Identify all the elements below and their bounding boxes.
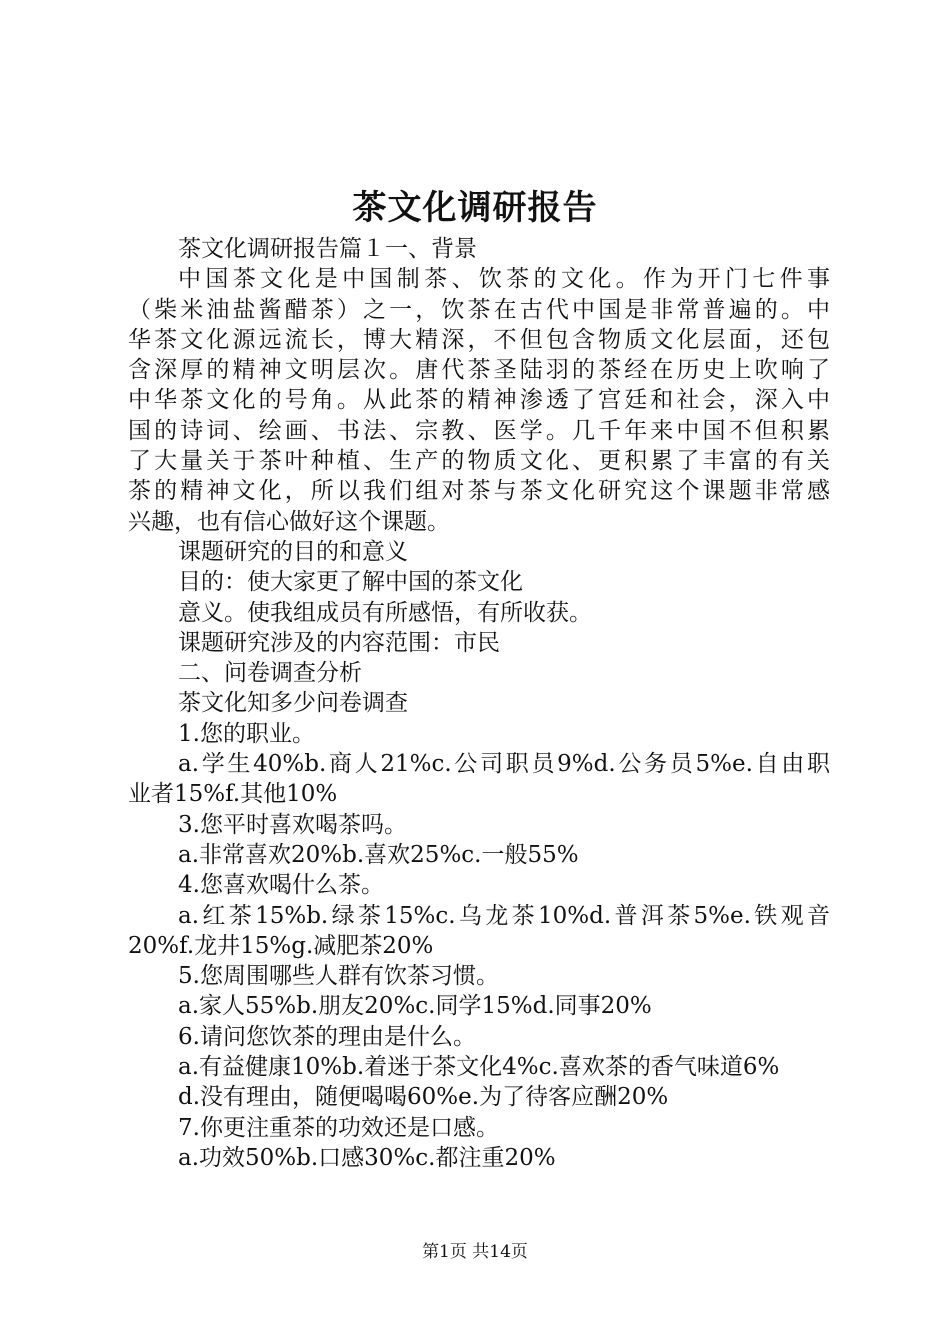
document-body [128,234,830,1173]
body-line: a.学生40%b.商人21%c.公司职员9%d.公务员5%e.自由职 [178,751,830,778]
body-line: a.有益健康10%b.着迷于茶文化4%c.喜欢茶的香气味道6% [178,1054,780,1081]
body-line: 中华茶文化的号角。从此茶的精神渗透了宫廷和社会，深入中 [128,387,830,414]
body-line: 课题研究涉及的内容范围：市民 [178,629,500,656]
body-line: a.功效50%b.口感30%c.都注重20% [178,1144,556,1171]
body-line: 二、问卷调查分析 [178,660,362,687]
body-line: 了大量关于茶叶种植、生产的物质文化、更积累了丰富的有关 [128,448,830,475]
body-line: 目的：使大家更了解中国的茶文化 [178,569,523,596]
body-line: （柴米油盐酱醋茶）之一，饮茶在古代中国是非常普遍的。中 [128,296,830,323]
body-line: 华茶文化源远流长，博大精深，不但包含物质文化层面，还包 [128,326,830,353]
body-line: 中国茶文化是中国制茶、饮茶的文化。作为开门七件事 [178,266,830,293]
body-line: 4.您喜欢喝什么茶。 [178,872,384,899]
body-line: d.没有理由，随便喝喝60%e.为了待客应酬20% [178,1084,669,1111]
body-line: 茶的精神文化，所以我们组对茶与茶文化研究这个课题非常感 [128,478,830,505]
body-line: 兴趣，也有信心做好这个课题。 [128,508,450,535]
body-line: 茶文化知多少问卷调查 [178,690,408,717]
body-line: a.家人55%b.朋友20%c.同学15%d.同事20% [178,993,652,1020]
body-line: 7.你更注重茶的功效还是口感。 [178,1114,499,1141]
document-title: 茶文化调研报告 [352,188,598,228]
body-line: 业者15%f.其他10% [128,781,338,808]
body-line: a.非常喜欢20%b.喜欢25%c.一般55% [178,841,579,868]
body-line: 茶文化调研报告篇１一、背景 [178,236,477,262]
body-line: 1.您的职业。 [178,720,315,747]
page-footer: 第1页 共14页 [422,1242,528,1262]
body-line: 含深厚的精神文明层次。唐代茶圣陆羽的茶经在历史上吹响了 [128,357,830,384]
body-line: 国的诗词、绘画、书法、宗教、医学。几千年来中国不但积累 [128,417,830,444]
body-line: 课题研究的目的和意义 [178,538,408,565]
body-line: 6.请问您饮茶的理由是什么。 [178,1023,476,1050]
body-line: 3.您平时喜欢喝茶吗。 [178,811,407,838]
body-line: 20%f.龙井15%g.减肥茶20% [128,932,434,959]
body-line: 意义。使我组成员有所感悟，有所收获。 [178,599,592,626]
body-line: 5.您周围哪些人群有饮茶习惯。 [178,963,499,990]
body-line: a.红茶15%b.绿茶15%c.乌龙茶10%d.普洱茶5%e.铁观音 [178,902,830,929]
